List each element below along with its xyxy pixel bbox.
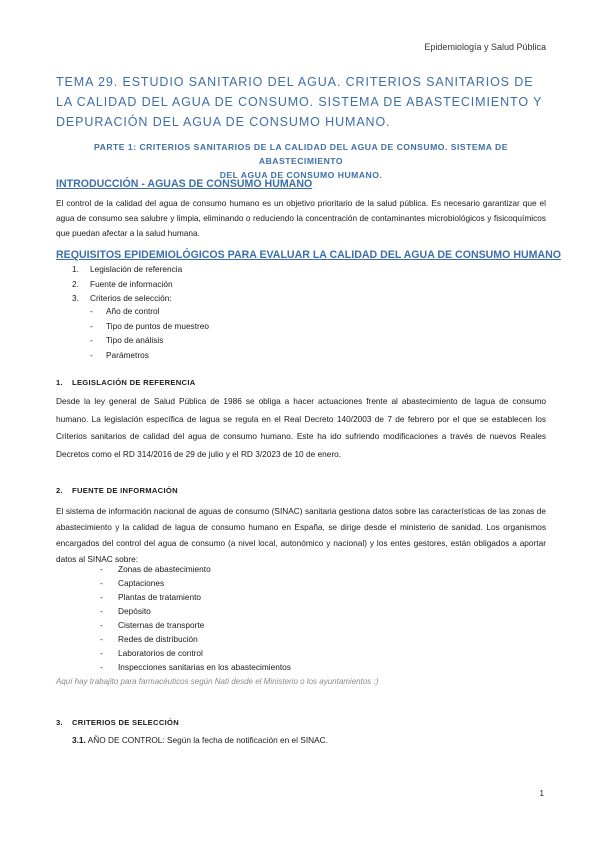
list-dash: - xyxy=(90,306,93,316)
list-item xyxy=(100,660,291,674)
list-number: 1. xyxy=(72,264,79,274)
sinac-data-list xyxy=(100,562,291,674)
subsection-number: 3.1. xyxy=(72,735,86,745)
intro-heading: INTRODUCCIÓN - AGUAS DE CONSUMO HUMANO xyxy=(56,178,313,190)
list-label: Cisternas de transporte xyxy=(118,620,205,630)
part-heading-line1: PARTE 1: CRITERIOS SANITARIOS DE LA CALIDAD DEL AGUA DE CONSUMO. SISTEMA DE ABASTECIMIENTO xyxy=(94,142,508,166)
list-item xyxy=(100,646,291,660)
section-number: 3. xyxy=(56,718,63,727)
list-dash: - xyxy=(100,620,103,630)
list-label: Tipo de puntos de muestreo xyxy=(106,320,210,331)
list-item xyxy=(90,304,209,319)
list-label: Parámetros xyxy=(106,349,149,360)
list-label: Laboratorios de control xyxy=(118,648,203,658)
section-2-heading xyxy=(56,486,178,495)
side-note: Aquí hay trabajito para farmacéuticos según Nati desde el Ministerio o los ayuntamientos :) xyxy=(56,677,379,686)
section-2-paragraph: El sistema de información nacional de aguas de consumo (SINAC) sanitaria gestiona datos sobre las características de las zonas de abastecimiento y la calidad de lagua de consumo humano en España, se dirige desde el ministerio de sanidad. Los organismos encargados del control del agua de consumo (a nivel local, autonómico y nacional) y los entes gestores, están obligados a aportar datos al SINAC sobre: xyxy=(56,506,546,564)
section-3-1 xyxy=(72,735,328,745)
list-dash: - xyxy=(100,564,103,574)
list-label: Fuente de información xyxy=(90,278,173,289)
list-item xyxy=(100,576,291,590)
list-dash: - xyxy=(100,634,103,644)
section-1-paragraph: Desde la ley general de Salud Pública de 1986 se obliga a hacer actuaciones frente al abastecimiento de lagua de consumo humano. La legislación específica de lagua se regula en el Real Decreto 140/2003 de 7 de febrero por el que se establecen los Criterios sanitarios de calidad del agua de consumo humano. Este ha ido sufriendo modificaciones a través de nuevos Reales Decretos como el RD 314/2016 de 29 de julio y el RD 3/2023 de 10 de enero. xyxy=(56,396,546,459)
list-number: 3. xyxy=(72,293,79,303)
list-label: Captaciones xyxy=(118,578,165,588)
list-label: Criterios de selección: xyxy=(90,293,172,303)
list-dash: - xyxy=(90,320,93,331)
section-1-heading xyxy=(56,378,196,387)
list-label: Tipo de análisis xyxy=(106,335,164,345)
part-heading xyxy=(56,140,546,182)
section-number: 2. xyxy=(56,486,63,495)
list-label: Zonas de abastecimiento xyxy=(118,564,211,574)
section-3-heading xyxy=(56,718,179,727)
running-header: Epidemiología y Salud Pública xyxy=(424,42,546,52)
part-heading-line2: DEL AGUA DE CONSUMO HUMANO. xyxy=(219,170,383,180)
list-item xyxy=(100,632,291,646)
list-dash: - xyxy=(100,648,103,658)
list-label: Redes de distribución xyxy=(118,634,198,644)
list-item xyxy=(100,590,291,604)
list-item xyxy=(100,562,291,576)
criterios-sublist xyxy=(90,304,209,362)
page-number: 1 xyxy=(539,789,544,798)
list-label: Año de control xyxy=(106,306,160,316)
list-label: Depósito xyxy=(118,606,151,616)
requisitos-heading: REQUISITOS EPIDEMIOLÓGICOS PARA EVALUAR LA CALIDAD DEL AGUA DE CONSUMO HUMANO xyxy=(56,249,561,261)
list-dash: - xyxy=(90,349,93,360)
requisitos-list xyxy=(72,262,182,306)
list-dash: - xyxy=(100,592,103,602)
list-dash: - xyxy=(100,578,103,588)
list-item xyxy=(72,262,182,277)
list-number: 2. xyxy=(72,278,79,289)
section-title: FUENTE DE INFORMACIÓN xyxy=(72,486,178,495)
document-title: TEMA 29. ESTUDIO SANITARIO DEL AGUA. CRITERIOS SANITARIOS DE LA CALIDAD DEL AGUA DE CONSUMO. SISTEMA DE ABASTECIMIENTO Y DEPURACIÓN DEL AGUA DE CONSUMO HUMANO. xyxy=(56,75,543,129)
section-title: LEGISLACIÓN DE REFERENCIA xyxy=(72,378,196,387)
list-dash: - xyxy=(100,662,103,672)
list-item xyxy=(100,604,291,618)
list-label: Legislación de referencia xyxy=(90,264,183,274)
list-dash: - xyxy=(100,606,103,616)
list-label: Plantas de tratamiento xyxy=(118,592,202,602)
subsection-text: AÑO DE CONTROL: Según la fecha de notificación en el SINAC. xyxy=(87,735,328,745)
list-item xyxy=(90,319,209,334)
list-item xyxy=(72,277,182,292)
section-title: CRITERIOS DE SELECCIÓN xyxy=(72,718,180,727)
list-item xyxy=(100,618,291,632)
list-dash: - xyxy=(90,335,93,345)
list-item xyxy=(90,333,209,348)
list-item xyxy=(90,348,209,363)
intro-paragraph: El control de la calidad del agua de consumo humano es un objetivo prioritario de la salud pública. Es necesario garantizar que el agua de consumo sea salubre y limpia, eliminando o reduciendo la concentración de contaminantes microbiológicos y fisicoquímicos que puedan afectar a la salud humana. xyxy=(56,198,546,238)
list-label: Inspecciones sanitarias en los abastecimientos xyxy=(118,662,291,672)
section-number: 1. xyxy=(56,378,63,387)
